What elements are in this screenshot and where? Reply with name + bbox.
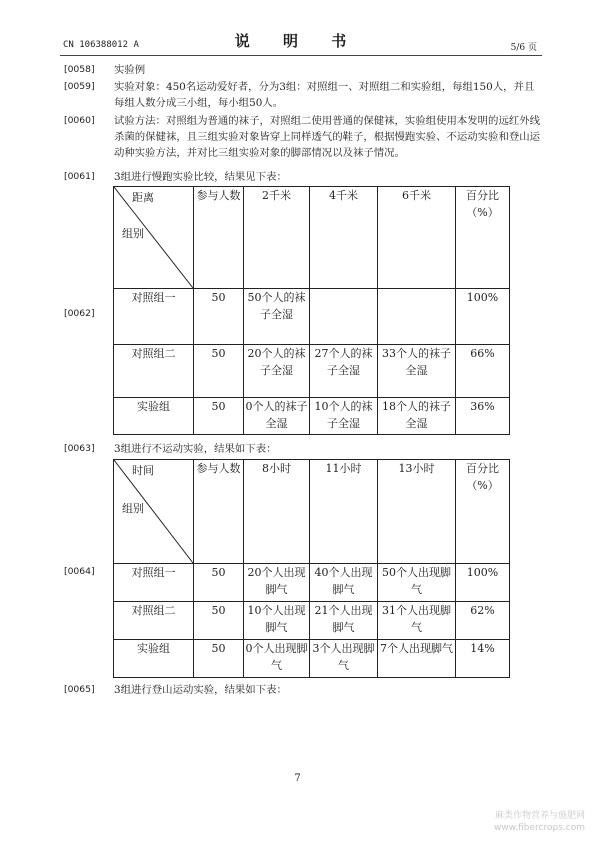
count-cell: 50 <box>194 345 244 398</box>
result-cell: 10个人出现脚气 <box>244 602 310 640</box>
result-cell: 20个人出现脚气 <box>244 564 310 602</box>
corner-bottom-label: 组别 <box>122 227 144 240</box>
table-header-row <box>114 187 510 289</box>
jogging-results-table <box>113 186 510 435</box>
column-header: 11小时 <box>310 460 378 564</box>
result-cell: 18个人的袜子全湿 <box>378 398 456 435</box>
table-row <box>114 398 510 435</box>
paragraph-number: [0065] <box>64 684 95 695</box>
result-cell: 3个人出现脚气 <box>310 640 378 678</box>
paragraph-number: [0063] <box>64 443 95 454</box>
page-number: 7 <box>294 773 301 784</box>
group-cell: 对照组二 <box>114 602 194 640</box>
table-header-row <box>114 460 510 564</box>
corner-top-label: 时间 <box>132 464 154 477</box>
percent-cell: 100% <box>456 289 510 345</box>
paragraph-0061 <box>64 169 544 185</box>
count-cell: 50 <box>194 640 244 678</box>
group-cell: 实验组 <box>114 398 194 435</box>
page-title: 说 明 书 <box>234 32 361 50</box>
paragraph-0063 <box>64 441 544 457</box>
column-header: 13小时 <box>378 460 456 564</box>
paragraph-0058 <box>64 62 544 78</box>
paragraph-number-0062: [0062] <box>64 308 95 319</box>
column-header: 4千米 <box>310 187 378 289</box>
result-cell: 33个人的袜子全湿 <box>378 345 456 398</box>
result-cell: 21个人出现脚气 <box>310 602 378 640</box>
result-cell: 50个人的袜子全湿 <box>244 289 310 345</box>
percent-cell: 66% <box>456 345 510 398</box>
result-cell: 50个人出现脚气 <box>378 564 456 602</box>
column-header: 6千米 <box>378 187 456 289</box>
paragraph-number: [0058] <box>64 64 95 75</box>
corner-header-cell <box>114 187 194 289</box>
result-cell: 0个人出现脚气 <box>244 640 310 678</box>
paragraph-text: 实验例 <box>114 64 146 76</box>
percent-cell: 100% <box>456 564 510 602</box>
patent-number: CN 106388012 A <box>63 40 139 50</box>
table-row <box>114 564 510 602</box>
paragraph-text: 3组进行登山运动实验，结果如下表： <box>114 684 287 696</box>
corner-top-label: 距离 <box>132 191 154 204</box>
page-count: 5/6 页 <box>510 43 537 53</box>
table-row <box>114 345 510 398</box>
paragraph-text: 3组进行慢跑实验比较，结果见下表： <box>114 171 287 183</box>
header-divider <box>60 55 542 56</box>
result-cell: 0个人的袜子全湿 <box>244 398 310 435</box>
result-cell: 7个人出现脚气 <box>378 640 456 678</box>
paragraph-number-0064: [0064] <box>64 566 95 577</box>
column-header: 参与人数 <box>194 187 244 289</box>
paragraph-text: 试验方法：对照组为普通的袜子，对照组二使用普通的保健袜，实验组使用本发明的远红外线杀菌的保健袜，且三组实验对象皆穿上同样透气的鞋子，根据慢跑实验、不运动实验和登山运动种实验方法，并对比三组实验对象的脚部情况以及袜子情况。 <box>114 115 541 159</box>
percent-cell: 62% <box>456 602 510 640</box>
column-header: 百分比（%） <box>456 187 510 289</box>
watermark-line: 麻类作物营养与施肥网 <box>494 811 585 821</box>
paragraph-text: 3组进行不运动实验，结果如下表： <box>114 443 277 455</box>
watermark-url: www.fibercrops.com <box>494 823 585 833</box>
percent-cell: 36% <box>456 398 510 435</box>
result-cell <box>310 289 378 345</box>
count-cell: 50 <box>194 289 244 345</box>
corner-header-cell <box>114 460 194 564</box>
table-row <box>114 640 510 678</box>
result-cell: 10个人的袜子全湿 <box>310 398 378 435</box>
column-header: 8小时 <box>244 460 310 564</box>
paragraph-0060 <box>64 113 544 161</box>
group-cell: 实验组 <box>114 640 194 678</box>
watermark <box>494 810 585 834</box>
result-cell: 27个人的袜子全湿 <box>310 345 378 398</box>
table-row <box>114 289 510 345</box>
count-cell: 50 <box>194 564 244 602</box>
count-cell: 50 <box>194 398 244 435</box>
group-cell: 对照组一 <box>114 564 194 602</box>
result-cell: 31个人出现脚气 <box>378 602 456 640</box>
result-cell: 20个人的袜子全湿 <box>244 345 310 398</box>
percent-cell: 14% <box>456 640 510 678</box>
result-cell: 40个人出现脚气 <box>310 564 378 602</box>
corner-bottom-label: 组别 <box>122 502 144 515</box>
column-header: 百分比（%） <box>456 460 510 564</box>
paragraph-number: [0061] <box>64 171 95 182</box>
paragraph-text: 实验对象：450名运动爱好者，分为3组：对照组一、对照组二和实验组，每组150人，并且每组人数分成三小组，每小组50人。 <box>114 81 535 109</box>
paragraph-number: [0060] <box>64 115 95 126</box>
column-header: 2千米 <box>244 187 310 289</box>
paragraph-0065 <box>64 682 544 698</box>
group-cell: 对照组二 <box>114 345 194 398</box>
column-header: 参与人数 <box>194 460 244 564</box>
group-cell: 对照组一 <box>114 289 194 345</box>
result-cell <box>378 289 456 345</box>
count-cell: 50 <box>194 602 244 640</box>
no-exercise-results-table <box>113 459 510 678</box>
paragraph-number: [0059] <box>64 81 95 92</box>
table-row <box>114 602 510 640</box>
paragraph-0059 <box>64 79 544 111</box>
